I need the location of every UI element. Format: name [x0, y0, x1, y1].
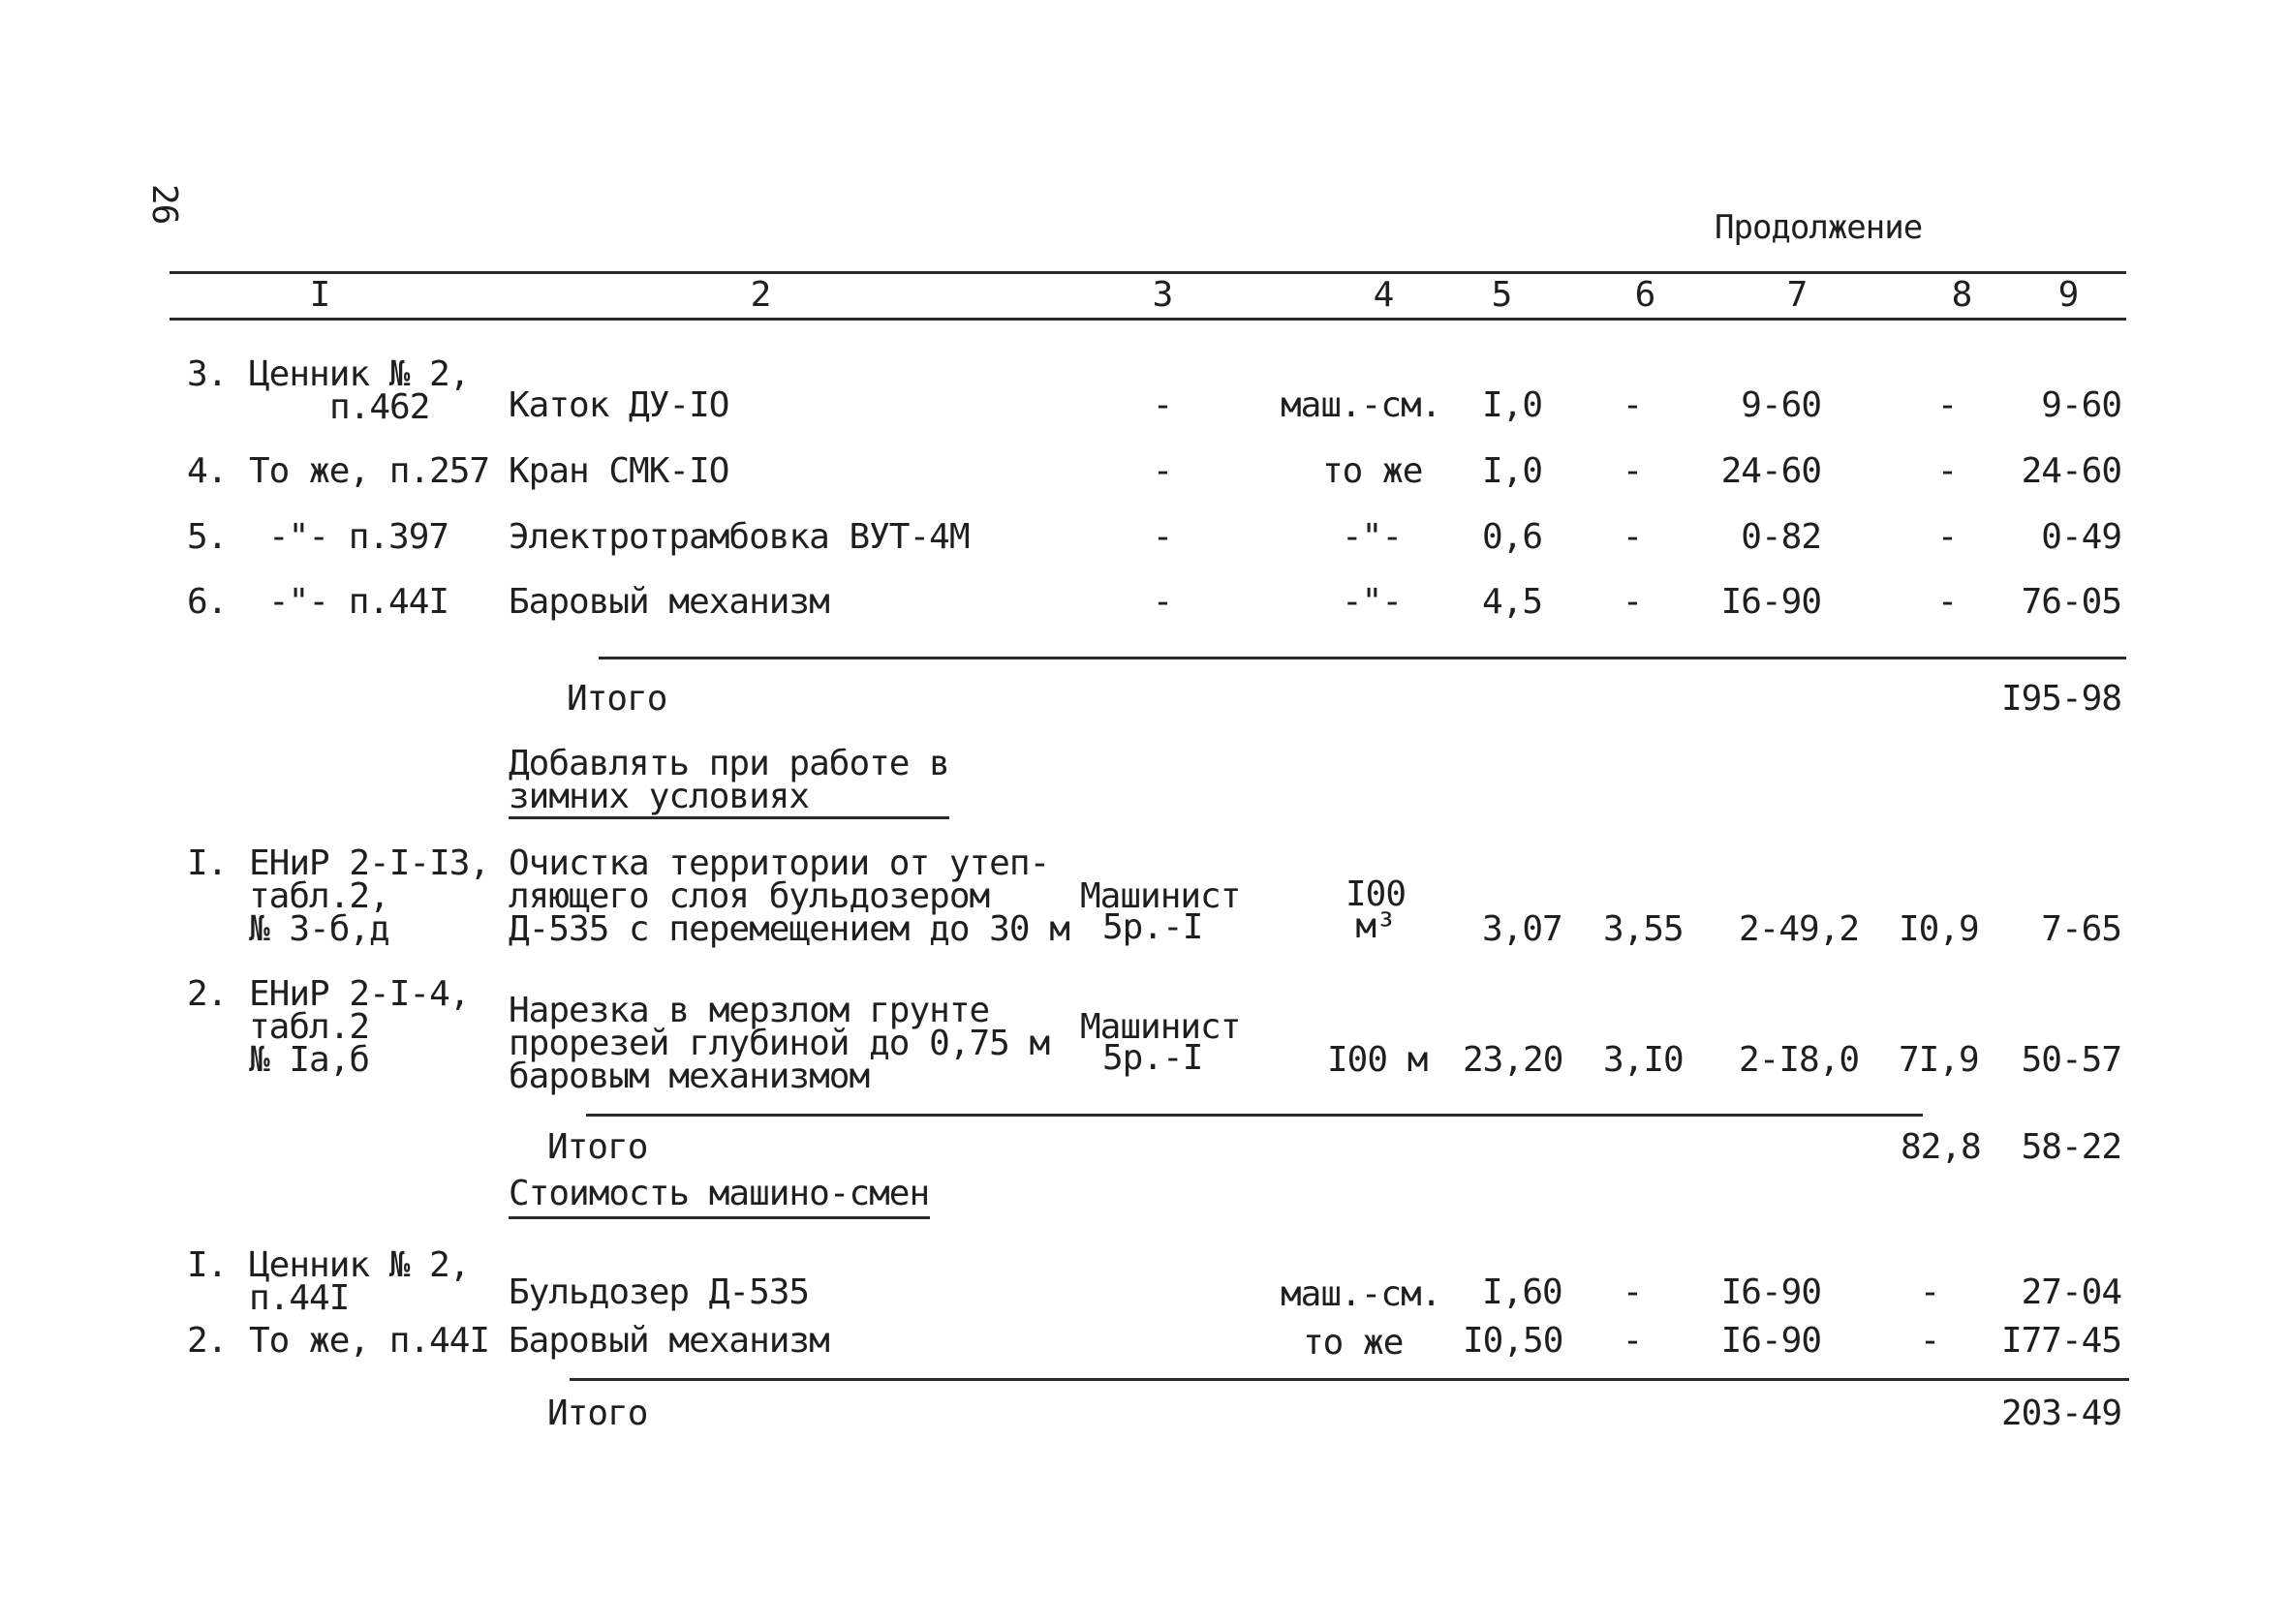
col-header-1: I	[309, 275, 330, 315]
cell-col6: -	[1622, 582, 1643, 622]
cell-col3: -	[1152, 582, 1173, 622]
cell-col3: -	[1152, 517, 1173, 557]
cell-col7: I6-90	[1720, 1321, 1821, 1361]
row-source: -"- п.44I	[268, 582, 449, 622]
row-source: табл.2	[249, 1007, 370, 1047]
total-value-col8: 82,8	[1901, 1127, 1981, 1167]
continuation-label: Продолжение	[1715, 208, 1923, 247]
cell-col8: -	[1919, 1272, 1940, 1312]
row-source: То же, п.257	[249, 451, 490, 491]
cell-col7: 9-60	[1741, 385, 1821, 425]
col-header-6: 6	[1634, 275, 1655, 315]
row-name: баровым механизмом	[509, 1057, 870, 1096]
col-header-2: 2	[750, 275, 771, 315]
cell-col5: 4,5	[1482, 582, 1543, 622]
winter-heading-underline	[509, 816, 949, 819]
cell-col6: -	[1622, 385, 1643, 425]
row-name: Нарезка в мерзлом грунте	[509, 991, 990, 1030]
row-name: Баровый механизм	[509, 1321, 829, 1361]
row-source: ЕНиР 2-I-I3,	[249, 843, 490, 883]
cell-col9: 50-57	[2021, 1040, 2121, 1080]
row-name: ляющего слоя бульдозером	[509, 876, 990, 916]
cell-col3: 5р.-I	[1102, 1038, 1203, 1078]
row-name: Бульдозер Д-535	[509, 1272, 810, 1312]
cost-heading-underline	[509, 1216, 930, 1219]
cell-col6: -	[1622, 1272, 1643, 1312]
cost-heading: Стоимость машино-смен	[509, 1174, 930, 1213]
cell-col9: 0-49	[2041, 517, 2121, 557]
row-source: То же, п.44I	[249, 1321, 490, 1361]
cell-col7: I6-90	[1720, 582, 1821, 622]
cell-col8: -	[1936, 582, 1958, 622]
row-name: Очистка территории от утеп-	[509, 843, 1050, 883]
row-number: 4.	[187, 451, 228, 491]
row-number: 5.	[187, 517, 228, 557]
row-number: I.	[187, 843, 228, 883]
row-source: п.462	[329, 387, 430, 427]
cell-col6: 3,55	[1603, 909, 1684, 949]
cell-col5: 3,07	[1482, 909, 1562, 949]
winter-heading: Добавлять при работе в	[509, 744, 949, 783]
col-header-9: 9	[2057, 275, 2079, 315]
cell-col9: 24-60	[2021, 451, 2121, 491]
row-source: Ценник № 2,	[249, 354, 470, 394]
cell-col3: -	[1152, 451, 1173, 491]
cell-col6: 3,I0	[1603, 1040, 1684, 1080]
row-source: -"- п.397	[268, 517, 449, 557]
cell-col9: I77-45	[2000, 1321, 2121, 1361]
row-number: 6.	[187, 582, 228, 622]
cell-col7: 0-82	[1741, 517, 1821, 557]
cell-col7: 2-49,2	[1739, 909, 1860, 949]
row-name: прорезей глубиной до 0,75 м	[509, 1024, 1050, 1063]
cell-col8: -	[1936, 451, 1958, 491]
row-name: Электротрамбовка ВУТ-4М	[509, 517, 970, 557]
cell-col8: 7I,9	[1899, 1040, 1979, 1080]
cell-col4: I00 м	[1327, 1040, 1428, 1080]
cell-col9: 7-65	[2041, 909, 2121, 949]
cell-col5: 23,20	[1463, 1040, 1563, 1080]
col-header-4: 4	[1373, 275, 1394, 315]
col-header-7: 7	[1786, 275, 1808, 315]
col-header-3: 3	[1152, 275, 1173, 315]
subtotal-rule	[599, 657, 2126, 659]
page-number: 26	[144, 184, 184, 225]
row-source: Ценник № 2,	[249, 1245, 470, 1285]
total-label: Итого	[547, 1127, 648, 1167]
cell-col9: 76-05	[2021, 582, 2121, 622]
col-header-5: 5	[1491, 275, 1512, 315]
header-bottom-rule	[170, 318, 2126, 321]
row-number: 2.	[187, 974, 228, 1014]
subtotal-rule	[570, 1378, 2129, 1381]
total-label: Итого	[567, 679, 667, 719]
cell-col5: I,0	[1482, 385, 1543, 425]
cell-col6: -	[1622, 1321, 1643, 1361]
row-name: Д-535 с перемещением до 30 м	[509, 909, 1069, 949]
cell-col3: -	[1152, 385, 1173, 425]
cell-col4: маш.-см.	[1281, 385, 1441, 425]
total-value: I95-98	[2000, 679, 2121, 719]
cell-col8: -	[1919, 1321, 1940, 1361]
cell-col8: I0,9	[1899, 909, 1979, 949]
row-number: 2.	[187, 1321, 228, 1361]
cell-col5: 0,6	[1482, 517, 1543, 557]
row-number: I.	[187, 1245, 228, 1285]
cell-col3: Машинист	[1080, 1007, 1241, 1047]
total-label: Итого	[547, 1394, 648, 1433]
cell-col4: то же	[1303, 1323, 1404, 1363]
cell-col4: то же	[1322, 451, 1423, 491]
winter-heading: зимних условиях	[509, 777, 810, 816]
cell-col4: -"-	[1342, 582, 1403, 622]
cell-col4: I00	[1345, 874, 1407, 914]
cell-col3: 5р.-I	[1102, 907, 1203, 947]
cell-col8: -	[1936, 517, 1958, 557]
cell-col6: -	[1622, 451, 1643, 491]
row-number: 3.	[187, 354, 228, 394]
row-name: Кран СМК-IO	[509, 451, 729, 491]
cell-col5: I,0	[1482, 451, 1543, 491]
row-source: п.44I	[249, 1278, 350, 1318]
row-source: ЕНиР 2-I-4,	[249, 974, 470, 1014]
header-top-rule	[170, 271, 2126, 274]
cell-col8: -	[1936, 385, 1958, 425]
cell-col5: I,60	[1482, 1272, 1562, 1312]
row-name: Каток ДУ-IO	[509, 385, 729, 425]
cell-col4: м³	[1355, 906, 1396, 946]
row-source: № 3-б,д	[249, 909, 389, 949]
cell-col4: -"-	[1342, 517, 1403, 557]
row-source: № Iа,б	[249, 1040, 370, 1080]
total-value: 203-49	[2000, 1394, 2121, 1433]
subtotal-rule	[586, 1114, 1923, 1117]
cell-col6: -	[1622, 517, 1643, 557]
row-name: Баровый механизм	[509, 582, 829, 622]
cell-col3: Машинист	[1080, 876, 1241, 916]
cell-col7: 2-I8,0	[1739, 1040, 1860, 1080]
cell-col9: 27-04	[2021, 1272, 2121, 1312]
total-value: 58-22	[2021, 1127, 2121, 1167]
col-header-8: 8	[1951, 275, 1972, 315]
cell-col9: 9-60	[2041, 385, 2121, 425]
cell-col5: I0,50	[1463, 1321, 1563, 1361]
cell-col4: маш.-см.	[1281, 1274, 1441, 1314]
cell-col7: 24-60	[1720, 451, 1821, 491]
cell-col7: I6-90	[1720, 1272, 1821, 1312]
row-source: табл.2,	[249, 876, 389, 916]
